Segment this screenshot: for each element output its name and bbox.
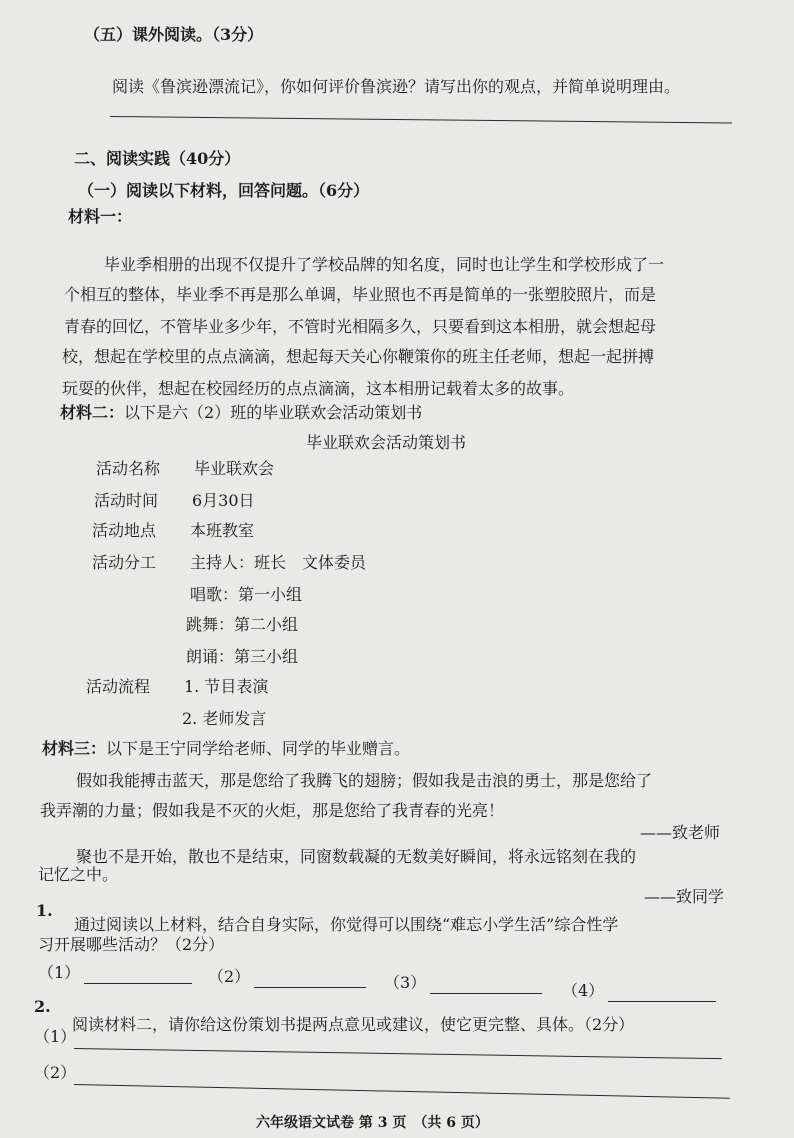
material2-intro-line	[60, 402, 422, 424]
signature-classmates: ——致同学	[644, 887, 725, 906]
plan-row	[92, 520, 254, 542]
material1-line: 玩耍的伙伴，想起在校园经历的点点滴滴，这本相册记载着太多的故事。	[62, 379, 575, 398]
q1-line1: 通过阅读以上材料，结合自身实际，你觉得可以围绕“难忘小学生活”综合性学	[74, 915, 619, 934]
section5-question: 阅读《鲁滨逊漂流记》，你如何评价鲁滨逊？请写出你的观点，并简单说明理由。	[112, 77, 681, 96]
plan-value: 朗诵：第三小组	[186, 647, 299, 666]
material1-line: 个相互的整体，毕业季不再是那么单调，毕业照也不再是简单的一张塑胶照片，而是	[64, 285, 657, 304]
material2-intro: 以下是六（2）班的毕业联欢会活动策划书	[124, 403, 423, 422]
q2-answer-line-2[interactable]	[74, 1084, 730, 1099]
plan-key: 活动时间	[94, 491, 159, 510]
material3-label: 材料三：	[42, 739, 107, 758]
plan-value: 1. 节目表演	[184, 677, 269, 696]
plan-row	[92, 584, 302, 606]
q1-blank-1[interactable]	[38, 962, 192, 984]
material1-line: 毕业季相册的出现不仅提升了学校品牌的知名度，同时也让学生和学校形成了一	[104, 255, 665, 274]
q1-blank-3[interactable]	[384, 972, 542, 994]
plan-row	[84, 708, 266, 730]
part2-sub1: （一）阅读以下材料，回答问题。（6分）	[78, 181, 370, 200]
answer-blank[interactable]	[84, 965, 192, 984]
plan-key: 活动流程	[86, 677, 151, 696]
page-footer: 六年级语文试卷 第 3 页 （共 6 页）	[256, 1115, 489, 1131]
plan-row	[86, 676, 268, 698]
answer-blank[interactable]	[430, 975, 542, 994]
blank-label: （4）	[562, 981, 605, 1000]
blank-label: （3）	[384, 973, 427, 992]
q2-blank-1-label: （1）	[34, 1027, 77, 1046]
q2-number: 2.	[34, 997, 51, 1016]
material3-line: 记忆之中。	[38, 865, 119, 884]
part2-heading: 二、阅读实践（40分）	[74, 149, 241, 168]
material3-line: 我弄潮的力量；假如我是不灭的火炬，那是您给了我青春的光亮！	[40, 801, 505, 820]
material2-label: 材料二：	[60, 403, 125, 422]
plan-value: 本班教室	[190, 521, 255, 540]
plan-key: 活动分工	[92, 553, 157, 572]
q1-blank-4[interactable]	[562, 980, 716, 1002]
section5-heading: （五）课外阅读。（3分）	[84, 25, 264, 44]
material3-line: 聚也不是开始，散也不是结束，同窗数载凝的无数美好瞬间，将永远铭刻在我的	[76, 847, 637, 866]
material3-intro: 以下是王宁同学给老师、同学的毕业赠言。	[106, 739, 411, 758]
plan-value: 跳舞：第二小组	[186, 615, 299, 634]
material3-intro-line	[42, 738, 410, 760]
material1-line: 校，想起在学校里的点点滴滴，想起每天关心你鞭策你的班主任老师，想起一起拼搏	[62, 347, 655, 366]
q1-number: 1.	[36, 901, 53, 920]
plan-value: 主持人：班长 文体委员	[190, 553, 367, 572]
plan-row	[92, 552, 366, 574]
plan-row	[94, 490, 255, 512]
q1-line2: 习开展哪些活动？（2分）	[38, 935, 225, 954]
material1-line: 青春的回忆，不管毕业多少年，不管时光相隔多久，只要看到这本相册，就会想起母	[64, 317, 657, 336]
q2-answer-line-1[interactable]	[74, 1048, 722, 1059]
plan-key: 活动名称	[96, 459, 161, 478]
plan-title: 毕业联欢会活动策划书	[306, 433, 467, 452]
plan-value: 6月30日	[192, 491, 255, 510]
blank-label: （1）	[38, 963, 81, 982]
q1-blank-2[interactable]	[208, 966, 366, 988]
q2-blank-2-label: （2）	[34, 1063, 77, 1082]
plan-row	[96, 458, 274, 480]
plan-value: 2. 老师发言	[182, 709, 267, 728]
answer-blank[interactable]	[608, 983, 716, 1002]
plan-key: 活动地点	[92, 521, 157, 540]
answer-blank[interactable]	[254, 969, 366, 988]
answer-line[interactable]	[110, 116, 732, 124]
q2-text: 阅读材料二，请你给这份策划书提两点意见或建议，使它更完整、具体。（2分）	[72, 1015, 635, 1034]
plan-row	[88, 646, 298, 668]
plan-value: 唱歌：第一小组	[190, 585, 303, 604]
blank-label: （2）	[208, 967, 251, 986]
material1-label: 材料一：	[68, 207, 133, 226]
material3-line: 假如我能搏击蓝天，那是您给了我腾飞的翅膀；假如我是击浪的勇士，那是您给了	[76, 771, 653, 790]
plan-row	[88, 614, 298, 636]
signature-teacher: ——致老师	[640, 823, 721, 842]
plan-value: 毕业联欢会	[194, 459, 275, 478]
